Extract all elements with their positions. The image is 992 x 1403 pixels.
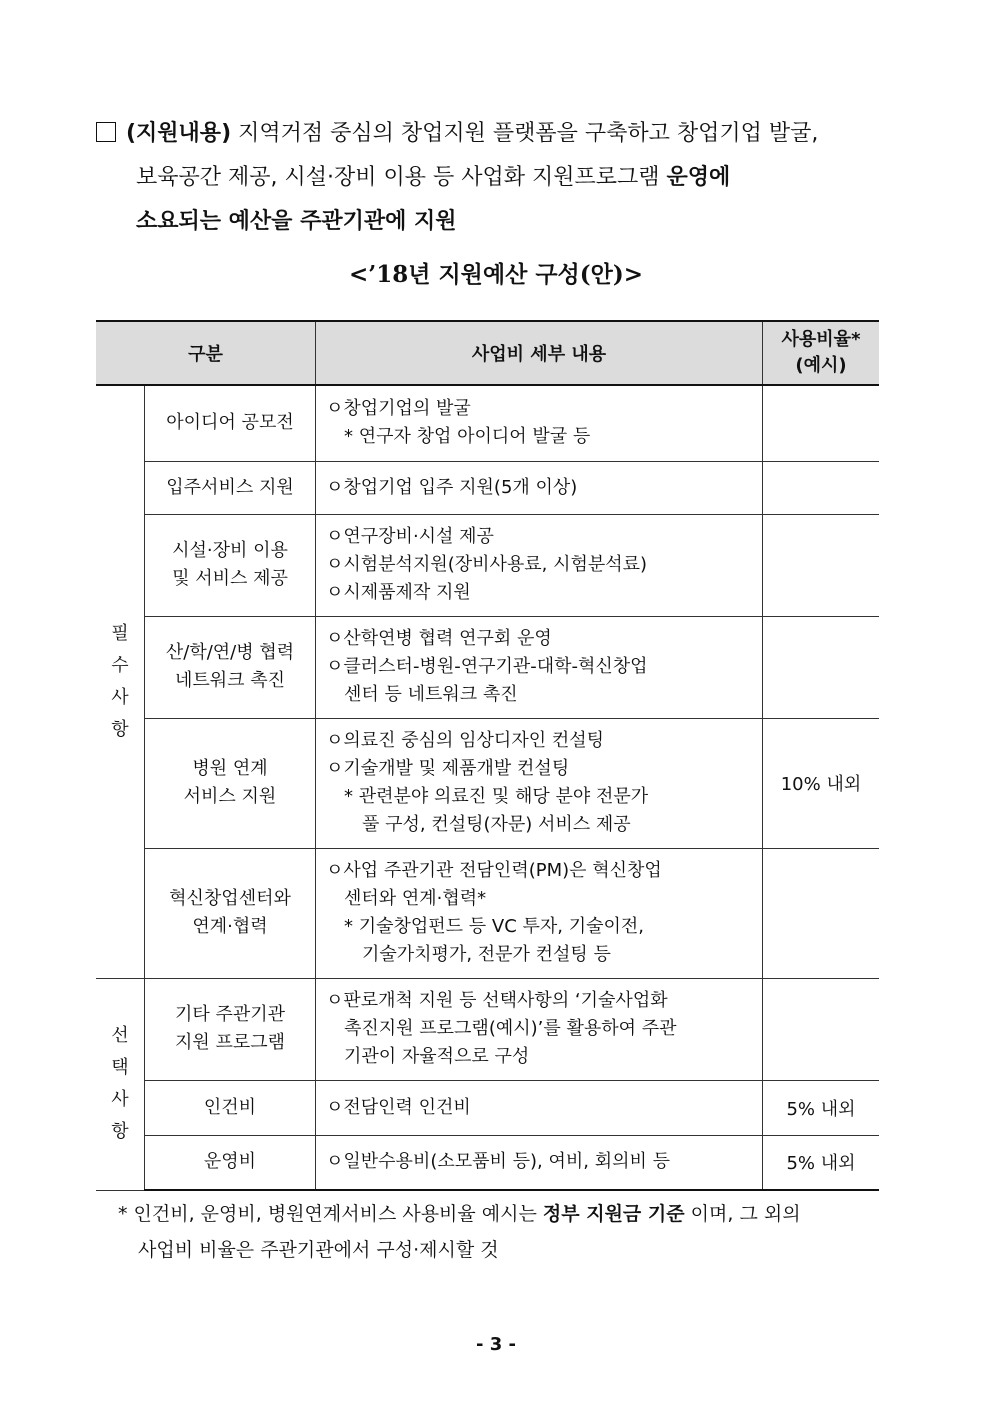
footnote-line-1: * 인건비, 운영비, 병원연계서비스 사용비율 예시는 정부 지원금 기준 이며, 그 외의: [118, 1203, 801, 1225]
row-item: 입주서비스 지원: [145, 461, 316, 514]
category-optional: 선 택 사 항: [96, 978, 145, 1190]
intro-line-3: 소요되는 예산을 주관기관에 지원: [136, 209, 457, 234]
header-ratio: 사용비율* (예시): [763, 321, 880, 385]
row-details: ㅇ전담인력 인건비: [316, 1080, 763, 1135]
row-ratio: [763, 385, 880, 461]
row-details: ㅇ연구장비·시설 제공 ㅇ시험분석지원(장비사용료, 시험분석료) ㅇ시제품제작 지원: [316, 514, 763, 616]
footnote-line-2: 사업비 비율은 주관기관에서 구성·제시할 것: [138, 1239, 499, 1261]
table-row: [96, 848, 879, 978]
row-details: ㅇ의료진 중심의 임상디자인 컨설팅 ㅇ기술개발 및 제품개발 컨설팅 * 관련분야 의료진 및 해당 분야 전문가 풀 구성, 컨설팅(자문) 서비스 제공: [316, 718, 763, 848]
row-ratio: 5% 내외: [763, 1080, 880, 1135]
page-number: - 3 -: [476, 1334, 516, 1355]
row-item: 산/학/연/병 협력 네트워크 촉진: [145, 616, 316, 718]
table-row: [96, 385, 879, 461]
intro-label: (지원내용): [126, 121, 232, 146]
row-ratio: [763, 616, 880, 718]
intro-line1-text: 지역거점 중심의 창업지원 플랫폼을 구축하고 창업기업 발굴,: [231, 121, 819, 146]
row-details: ㅇ사업 주관기관 전담인력(PM)은 혁신창업 센터와 연계·협력* * 기술창업펀드 등 VC 투자, 기술이전, 기술가치평가, 전문가 컨설팅 등: [316, 848, 763, 978]
intro-line-1: [96, 112, 896, 156]
table-row: [96, 978, 879, 1080]
row-details: ㅇ산학연병 협력 연구회 운영 ㅇ클러스터-병원-연구기관-대학-혁신창업 센터 등 네트워크 촉진: [316, 616, 763, 718]
checkbox-icon: [96, 122, 116, 142]
intro-line2-text: 보육공간 제공, 시설·장비 이용 등 사업화 지원프로그램: [136, 165, 667, 190]
table-row: [96, 1080, 879, 1135]
row-details: ㅇ일반수용비(소모품비 등), 여비, 회의비 등: [316, 1135, 763, 1190]
row-item: 아이디어 공모전: [145, 385, 316, 461]
intro-line2-bold: 운영에: [666, 165, 731, 190]
budget-table: [96, 320, 879, 1191]
table-row: [96, 718, 879, 848]
category-required: 필 수 사 항: [96, 385, 145, 978]
row-ratio: [763, 461, 880, 514]
row-item: 운영비: [145, 1135, 316, 1190]
row-item: 병원 연계 서비스 지원: [145, 718, 316, 848]
footnote-bold: 정부 지원금 기준: [542, 1203, 685, 1225]
table-row: [96, 461, 879, 514]
row-details: ㅇ판로개척 지원 등 선택사항의 ‘기술사업화 촉진지원 프로그램(예시)’를 활용하여 주관 기관이 자율적으로 구성: [316, 978, 763, 1080]
row-ratio: 10% 내외: [763, 718, 880, 848]
row-details: ㅇ창업기업 입주 지원(5개 이상): [316, 461, 763, 514]
footnote: [118, 1196, 898, 1268]
intro-line-2: [96, 156, 896, 200]
table-header-row: [96, 321, 879, 385]
header-details: 사업비 세부 내용: [316, 321, 763, 385]
intro-paragraph: [96, 112, 896, 244]
row-ratio: [763, 978, 880, 1080]
row-ratio: 5% 내외: [763, 1135, 880, 1190]
row-item: 시설·장비 이용 및 서비스 제공: [145, 514, 316, 616]
row-ratio: [763, 848, 880, 978]
row-item: 인건비: [145, 1080, 316, 1135]
header-category: 구분: [96, 321, 316, 385]
table-row: [96, 514, 879, 616]
row-ratio: [763, 514, 880, 616]
row-item: 기타 주관기관 지원 프로그램: [145, 978, 316, 1080]
row-item: 혁신창업센터와 연계·협력: [145, 848, 316, 978]
table-row: [96, 616, 879, 718]
table-row: [96, 1135, 879, 1190]
table-caption: <’18년 지원예산 구성(안)>: [348, 261, 644, 288]
row-details: ㅇ창업기업의 발굴 * 연구자 창업 아이디어 발굴 등: [316, 385, 763, 461]
